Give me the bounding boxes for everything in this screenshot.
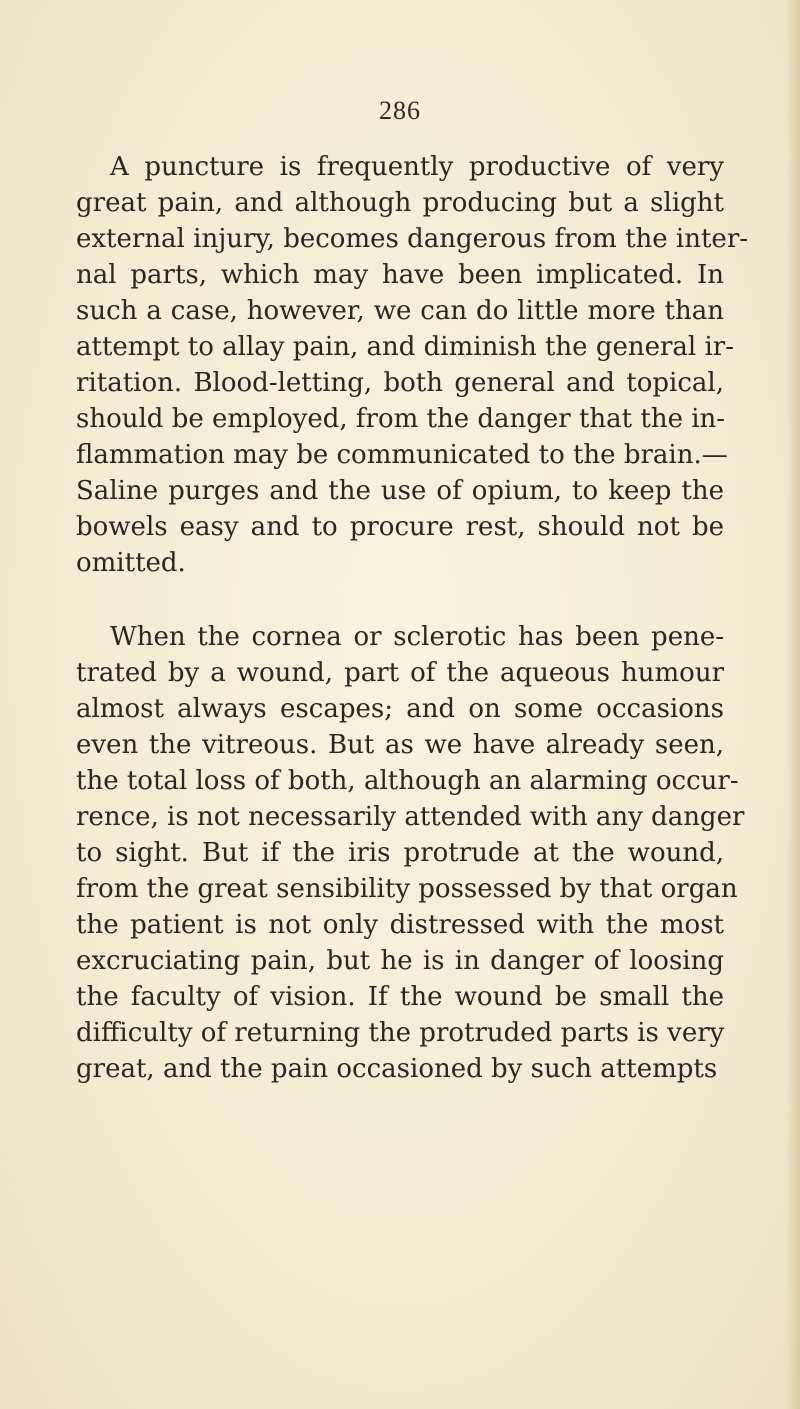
text-line: to sight. But if the iris protrude at the wound,: [76, 838, 724, 868]
text-line: great pain, and although producing but a slight: [76, 188, 724, 218]
text-line: omitted.: [76, 548, 186, 578]
paragraph-2: [76, 619, 745, 1087]
text-line: excruciating pain, but he is in danger of loosing: [76, 946, 724, 976]
text-line: external injury, becomes dangerous from the inter-: [76, 224, 749, 254]
text-line: the patient is not only distressed with the most: [76, 910, 724, 940]
text-line: should be employed, from the danger that the in-: [76, 404, 726, 434]
text-line: attempt to allay pain, and diminish the general ir-: [76, 332, 735, 362]
text-line: almost always escapes; and on some occasions: [76, 694, 724, 724]
text-line: nal parts, which may have been implicated. In: [76, 260, 724, 290]
page-edge-shadow: [786, 0, 800, 1409]
page-number: 286: [379, 96, 421, 125]
text-line: even the vitreous. But as we have already seen,: [76, 730, 724, 760]
text-line: bowels easy and to procure rest, should not be: [76, 512, 724, 542]
text-line: great, and the pain occasioned by such attempts: [76, 1054, 718, 1084]
paragraph-spacer: [76, 581, 724, 619]
text-line: from the great sensibility possessed by that organ: [76, 874, 738, 904]
body-text: [76, 149, 749, 1087]
text-line: A puncture is frequently productive of very: [110, 152, 724, 182]
text-line: rence, is not necessarily attended with any danger: [76, 802, 745, 832]
text-line: the faculty of vision. If the wound be small the: [76, 982, 724, 1012]
text-line: trated by a wound, part of the aqueous humour: [76, 658, 724, 688]
paragraph-1: [76, 149, 749, 581]
text-line: difficulty of returning the protruded parts is very: [76, 1018, 725, 1048]
text-line: flammation may be communicated to the brain.—: [76, 440, 728, 470]
text-line: When the cornea or sclerotic has been pene-: [110, 622, 724, 652]
text-line: ritation. Blood-letting, both general and topical,: [76, 368, 724, 398]
text-line: such a case, however, we can do little more than: [76, 296, 724, 326]
text-line: Saline purges and the use of opium, to keep the: [76, 476, 724, 506]
text-line: the total loss of both, although an alarming occur-: [76, 766, 739, 796]
